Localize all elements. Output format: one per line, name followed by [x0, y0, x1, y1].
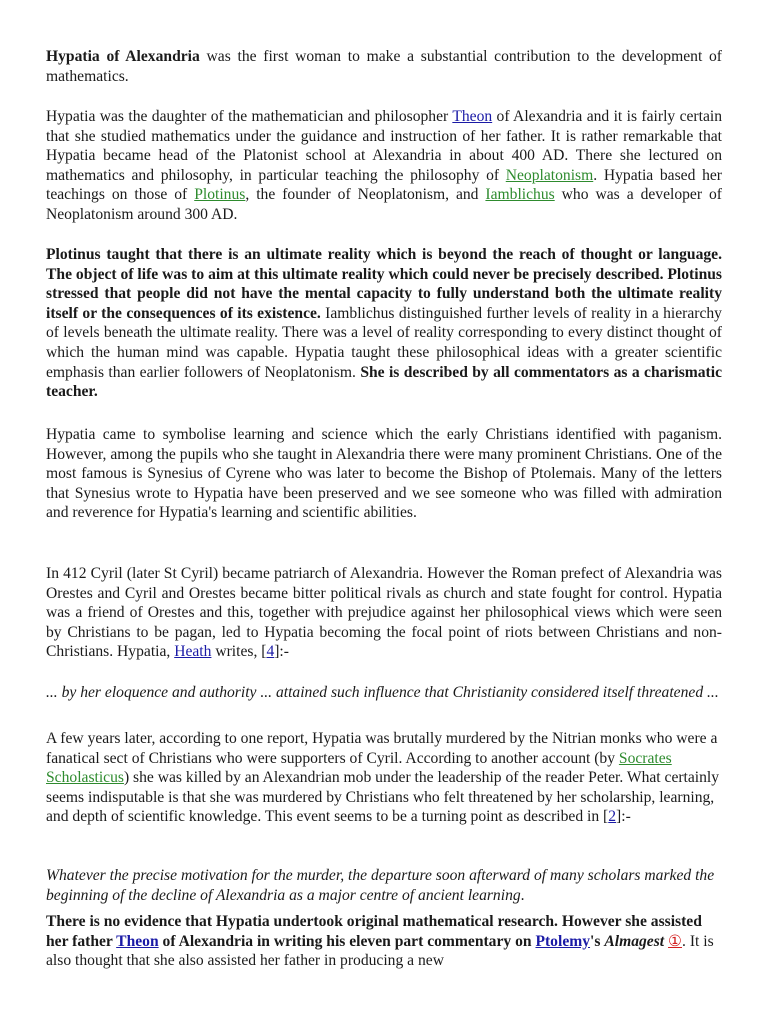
- link-theon[interactable]: Theon: [452, 108, 493, 125]
- paragraph-murder: A few years later, according to one report, Hypatia was brutally murdered by the Nitrian monks who were a fanatical sect of Christians who were supporters of Cyril. According to another account (by Socrates Scholasticus) she was killed by an Alexandrian mob under the leadership of the reader Peter. What certainly seems indisputable is that she was murdered by Christians who felt threatened by her scholarship, learning, and depth of scientific knowledge. This event seems to be a turning point as described in [2]:-: [46, 730, 720, 826]
- paragraph-intro: Hypatia of Alexandria was the first woman to make a substantial contribution to the development of mathematics.: [46, 48, 722, 85]
- paragraph-plotinus: Plotinus taught that there is an ultimate reality which is beyond the reach of thought or language. The object of life was to aim at this ultimate reality which could never be precisely described. Plotinus stressed that people did not have the mental capacity to fully understand both the ultimate reality itself or the consequences of its existence. Iamblichus distinguished further levels of reality in a hierarchy of levels beneath the ultimate reality. There was a level of reality corresponding to every distinct thought of which the human mind was capable. Hypatia taught these philosophical ideas with a greater scientific emphasis than earlier followers of Neoplatonism. She is described by all commentators as a charismatic teacher.: [46, 246, 722, 401]
- link-socrates-scholasticus[interactable]: Socrates Scholasticus: [46, 749, 672, 787]
- link-plotinus[interactable]: Plotinus: [194, 186, 246, 204]
- footnote-1-link[interactable]: ①: [668, 932, 683, 950]
- paragraph-theon: Hypatia was the daughter of the mathematician and philosopher Theon of Alexandria and it is fairly certain that she studied mathematics under the guidance and instruction of her father. It is rather remarkable that Hypatia became head of the Platonist school at Alexandria in about 400 AD. There she lectured on mathematics and philosophy, in particular teaching the philosophy of Neoplatonism. Hypatia based her teachings on those of Plotinus, the founder of Neoplatonism, and Iamblichus who was a developer of Neoplatonism around 300 AD.: [46, 108, 722, 223]
- link-neoplatonism[interactable]: Neoplatonism: [505, 166, 594, 184]
- reference-2[interactable]: 2: [608, 808, 617, 826]
- paragraph-symbol: Hypatia came to symbolise learning and science which the early Christians identified with paganism. However, among the pupils who she taught in Alexandria there were many prominent Christians. One of the most famous is Synesius of Cyrene who was later to become the Bishop of Ptolemais. Many of the letters that Synesius wrote to Hypatia have been preserved and we see someone who was filled with admiration and reverence for Hypatia's learning and scientific abilities.: [46, 426, 722, 522]
- paragraph-research: There is no evidence that Hypatia undertook original mathematical research. However she assisted her father Theon of Alexandria in writing his eleven part commentary on Ptolemy's Almagest ①. It is also thought that she also assisted her father in producing a new: [46, 913, 714, 970]
- quote-heath: ... by her eloquence and authority ... attained such influence that Christianity considered itself threatened ...: [46, 684, 719, 701]
- reference-4[interactable]: 4: [266, 643, 275, 661]
- hypatia-name: Hypatia of Alexandria: [46, 48, 200, 65]
- link-ptolemy[interactable]: Ptolemy: [535, 932, 591, 950]
- link-iamblichus[interactable]: Iamblichus: [485, 186, 555, 204]
- link-theon-2[interactable]: Theon: [116, 932, 159, 950]
- paragraph-cyril: In 412 Cyril (later St Cyril) became patriarch of Alexandria. However the Roman prefect of Alexandria was Orestes and Cyril and Orestes became bitter political rivals as church and state fought for control. Hypatia was a friend of Orestes and this, together with prejudice against her philosophical views which were seen by Christians to be pagan, led to Hypatia becoming the focal point of riots between Christians and non-Christians. Hypatia, Heath writes, [4]:-: [46, 565, 722, 661]
- link-heath[interactable]: Heath: [174, 643, 212, 661]
- quote-decline: Whatever the precise motivation for the murder, the departure soon afterward of many scholars marked the beginning of the decline of Alexandria as a major centre of ancient learning.: [46, 867, 715, 904]
- almagest-title: Almagest: [604, 932, 665, 950]
